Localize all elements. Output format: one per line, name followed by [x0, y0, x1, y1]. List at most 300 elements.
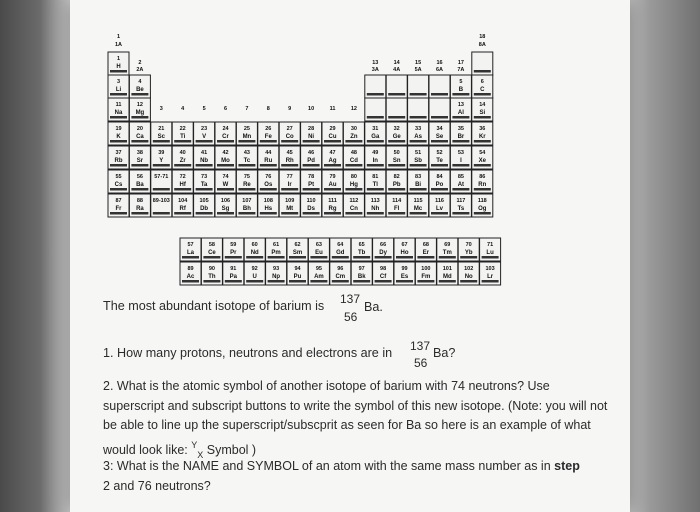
atomic-mass-mark	[131, 116, 148, 119]
question-1-text: 1. How many protons, neutrons and electrons are in	[103, 346, 393, 360]
atomic-number: 91	[230, 266, 237, 272]
atomic-number: 27	[286, 126, 293, 132]
atomic-mass-mark	[474, 116, 491, 119]
element-symbol: Ag	[328, 158, 337, 164]
element-symbol: Mo	[221, 158, 230, 164]
atomic-number: 116	[435, 198, 444, 204]
atomic-mass-mark	[353, 256, 370, 259]
atomic-mass-mark	[268, 256, 285, 259]
element-symbol: La	[186, 250, 195, 256]
atomic-number: 112	[349, 198, 359, 204]
atomic-mass-mark	[110, 70, 127, 73]
atomic-number: 26	[265, 126, 272, 132]
atomic-number: 38	[136, 150, 143, 156]
atomic-mass-mark	[367, 212, 384, 215]
atomic-mass-mark	[281, 188, 298, 191]
atomic-number: 113	[370, 198, 380, 204]
element-symbol: Zr	[179, 158, 186, 164]
element-symbol: Rn	[478, 182, 487, 188]
group-number: 1	[116, 34, 121, 40]
group-label: 6A	[435, 67, 444, 73]
atomic-number: 22	[179, 126, 186, 132]
atomic-number: 45	[286, 150, 293, 156]
element-symbol: Br	[457, 134, 465, 140]
atomic-number: 34	[436, 126, 443, 132]
element-symbol: Se	[435, 134, 444, 140]
atomic-number: 82	[393, 174, 400, 180]
atomic-number: 101	[442, 266, 452, 272]
element-symbol: No	[464, 274, 473, 280]
intro-mass-number: 137	[340, 292, 361, 306]
atomic-number: 13	[457, 102, 464, 108]
group-label: 1A	[114, 42, 123, 48]
atomic-number: 89-103	[152, 198, 170, 204]
atomic-number: 21	[158, 126, 165, 132]
atomic-number: 81	[372, 174, 379, 180]
element-symbol: V	[202, 134, 207, 140]
atomic-number: 77	[286, 174, 293, 180]
element-symbol: Ca	[136, 134, 144, 140]
element-symbol: Cm	[335, 274, 346, 280]
atomic-number: 68	[422, 242, 429, 248]
atomic-number: 94	[294, 266, 301, 272]
atomic-mass-mark	[410, 116, 427, 119]
atomic-number: 39	[158, 150, 165, 156]
atomic-mass-mark	[324, 212, 341, 215]
element-symbol: H	[116, 64, 121, 70]
atomic-mass-mark	[452, 93, 469, 96]
atomic-mass-mark	[246, 256, 263, 259]
group-number: 2	[138, 60, 142, 66]
element-symbol: Sc	[157, 134, 165, 140]
element-symbol: Sr	[136, 158, 144, 164]
atomic-mass-mark	[367, 93, 384, 96]
element-symbol: Ac	[186, 274, 195, 280]
atomic-mass-mark	[174, 140, 191, 143]
atomic-number: 54	[479, 150, 486, 156]
group-number: 17	[457, 60, 464, 66]
atomic-number: 20	[136, 126, 143, 132]
element-symbol: Fl	[394, 206, 400, 212]
element-symbol: Y	[159, 158, 164, 164]
atomic-mass-mark	[388, 140, 405, 143]
group-label: 2A	[136, 67, 144, 73]
atomic-number: 88	[136, 198, 143, 204]
element-symbol: Ge	[392, 134, 401, 140]
atomic-number: 1	[116, 56, 121, 62]
element-symbol: Kr	[478, 134, 486, 140]
atomic-mass-mark	[238, 140, 255, 143]
atomic-number: 44	[265, 150, 272, 156]
group-number: 4	[181, 106, 185, 112]
atomic-number: 42	[222, 150, 229, 156]
atomic-number: 107	[242, 198, 252, 204]
atomic-mass-mark	[281, 212, 298, 215]
atomic-number: 58	[208, 242, 215, 248]
atomic-mass-mark	[303, 212, 320, 215]
atomic-number: 19	[115, 126, 122, 132]
atomic-number: 106	[220, 198, 231, 204]
atomic-mass-mark	[452, 188, 469, 191]
element-symbol: Ce	[208, 250, 216, 256]
element-symbol: Xe	[478, 158, 486, 164]
element-symbol: Zn	[350, 134, 358, 140]
atomic-mass-mark	[431, 164, 448, 167]
element-symbol: Pb	[392, 182, 401, 188]
atomic-number: 25	[243, 126, 250, 132]
atomic-mass-mark	[238, 188, 255, 191]
element-symbol: Na	[114, 110, 123, 116]
element-symbol: Ba	[136, 182, 144, 188]
intro-symbol: Ba.	[364, 300, 383, 314]
atomic-mass-mark	[388, 93, 405, 96]
group-number: 14	[393, 60, 400, 66]
atomic-mass-mark	[110, 164, 127, 167]
atomic-mass-mark	[474, 164, 491, 167]
atomic-mass-mark	[281, 164, 298, 167]
atomic-mass-mark	[196, 188, 213, 191]
element-symbol: Am	[314, 274, 324, 280]
atomic-mass-mark	[452, 140, 469, 143]
atomic-number: 89	[187, 266, 194, 272]
element-symbol: Ts	[457, 206, 465, 212]
group-number: 7	[245, 106, 249, 112]
atomic-number: 114	[392, 198, 402, 204]
atomic-number: 14	[479, 102, 486, 108]
atomic-number: 57-71	[154, 174, 169, 180]
element-symbol: Mt	[286, 206, 294, 212]
atomic-mass-mark	[153, 164, 170, 167]
element-symbol: As	[414, 134, 422, 140]
atomic-number: 69	[444, 242, 451, 248]
atomic-number: 83	[415, 174, 422, 180]
element-symbol: Nb	[200, 158, 209, 164]
atomic-mass-mark	[182, 280, 199, 283]
element-symbol: Cd	[349, 158, 358, 164]
atomic-number: 47	[329, 150, 336, 156]
element-symbol: Ni	[308, 134, 315, 140]
atomic-mass-mark	[439, 256, 456, 259]
atomic-mass-mark	[174, 164, 191, 167]
atomic-mass-mark	[324, 164, 341, 167]
atomic-number: 74	[222, 174, 229, 180]
atomic-mass-mark	[238, 164, 255, 167]
atomic-mass-mark	[367, 116, 384, 119]
atomic-mass-mark	[225, 256, 242, 259]
atomic-mass-mark	[375, 256, 392, 259]
atomic-number: 93	[273, 266, 280, 272]
atomic-number: 99	[401, 266, 408, 272]
element-symbol: Ta	[200, 182, 208, 188]
element-symbol: Fr	[115, 206, 122, 212]
atomic-mass-mark	[203, 280, 220, 283]
element-symbol: Mg	[135, 110, 145, 116]
atomic-number: 55	[115, 174, 122, 180]
atomic-mass-mark	[482, 280, 499, 283]
element-symbol: B	[458, 87, 464, 93]
atomic-number: 36	[479, 126, 486, 132]
atomic-mass-mark	[431, 188, 448, 191]
atomic-number: 117	[456, 198, 466, 204]
atomic-mass-mark	[131, 140, 148, 143]
element-symbol: Hg	[349, 182, 358, 188]
element-symbol: Tb	[358, 250, 366, 256]
atomic-mass-mark	[303, 140, 320, 143]
element-symbol: Lu	[486, 250, 494, 256]
element-symbol: Cs	[114, 182, 123, 188]
element-symbol: Nd	[250, 250, 259, 256]
atomic-mass-mark	[310, 280, 327, 283]
atomic-number: 75	[243, 174, 250, 180]
atomic-mass-mark	[110, 140, 127, 143]
group-number: 8	[266, 106, 270, 112]
element-symbol: C	[480, 87, 485, 93]
atomic-mass-mark	[410, 188, 427, 191]
atomic-mass-mark	[388, 164, 405, 167]
atomic-number: 80	[350, 174, 357, 180]
atomic-mass-mark	[131, 188, 148, 191]
element-symbol: Be	[136, 87, 144, 93]
element-symbol: Pu	[293, 274, 302, 280]
atomic-number: 103	[485, 266, 495, 272]
atomic-mass-mark	[174, 212, 191, 215]
atomic-mass-mark	[174, 188, 191, 191]
element-symbol: Lr	[487, 274, 494, 280]
element-symbol: Tm	[442, 250, 452, 256]
atomic-mass-mark	[417, 256, 434, 259]
atomic-mass-mark	[225, 280, 242, 283]
element-symbol: Tl	[372, 182, 378, 188]
element-symbol: Db	[200, 206, 209, 212]
atomic-number: 98	[380, 266, 387, 272]
atomic-number: 32	[393, 126, 400, 132]
element-symbol: Mn	[242, 134, 252, 140]
element-symbol: Th	[208, 274, 216, 280]
atomic-number: 49	[372, 150, 379, 156]
atomic-mass-mark	[260, 164, 277, 167]
atomic-number: 111	[328, 198, 337, 204]
atomic-mass-mark	[396, 280, 413, 283]
atomic-mass-mark	[332, 256, 349, 259]
element-symbol: Os	[264, 182, 273, 188]
atomic-mass-mark	[153, 212, 170, 215]
atomic-number: 79	[329, 174, 336, 180]
atomic-number: 102	[464, 266, 474, 272]
group-number: 13	[372, 60, 379, 66]
atomic-number: 3	[116, 79, 121, 85]
element-symbol: Au	[328, 182, 337, 188]
atomic-mass-mark	[332, 280, 349, 283]
atomic-mass-mark	[131, 93, 148, 96]
element-symbol: Sg	[221, 206, 230, 212]
element-symbol: Hf	[179, 182, 186, 188]
atomic-number: 33	[415, 126, 422, 132]
element-symbol: Er	[422, 250, 430, 256]
element-symbol: U	[252, 274, 257, 280]
element-symbol: Lv	[435, 206, 444, 212]
atomic-mass-mark	[238, 212, 255, 215]
element-symbol: Hs	[264, 206, 273, 212]
element-symbol: Tc	[243, 158, 251, 164]
atomic-mass-mark	[474, 140, 491, 143]
atomic-mass-mark	[217, 188, 234, 191]
atomic-mass-mark	[410, 93, 427, 96]
group-number: 15	[415, 60, 422, 66]
element-symbol: Ho	[400, 250, 409, 256]
atomic-number: 57	[187, 242, 194, 248]
atomic-number: 118	[477, 198, 487, 204]
element-symbol: Pm	[271, 250, 281, 256]
group-number: 6	[223, 106, 228, 112]
atomic-mass-mark	[367, 164, 384, 167]
atomic-number: 61	[273, 242, 280, 248]
atomic-number: 64	[337, 242, 344, 248]
atomic-mass-mark	[131, 212, 148, 215]
element-symbol: Ir	[287, 182, 292, 188]
atomic-mass-mark	[375, 280, 392, 283]
atomic-number: 72	[179, 174, 186, 180]
group-label: 3A	[371, 67, 379, 73]
atomic-number: 63	[315, 242, 322, 248]
atomic-number: 66	[380, 242, 387, 248]
element-symbol: W	[222, 182, 229, 188]
element-symbol: Sb	[414, 158, 422, 164]
atomic-number: 90	[208, 266, 215, 272]
atomic-number: 51	[415, 150, 422, 156]
atomic-mass-mark	[324, 188, 341, 191]
intro-text: The most abundant isotope of barium is	[103, 299, 325, 313]
atomic-number: 85	[457, 174, 464, 180]
atomic-number: 50	[393, 150, 400, 156]
atomic-number: 86	[479, 174, 486, 180]
group-number: 11	[329, 106, 336, 112]
element-symbol: Mc	[413, 206, 423, 212]
atomic-number: 35	[457, 126, 464, 132]
element-symbol: Md	[442, 274, 452, 280]
atomic-number: 71	[487, 242, 494, 248]
group-number: 5	[202, 106, 206, 112]
element-symbol: Ru	[264, 158, 273, 164]
atomic-number: 76	[265, 174, 272, 180]
element-symbol: Re	[243, 182, 251, 188]
atomic-mass-mark	[260, 140, 277, 143]
atomic-mass-mark	[388, 116, 405, 119]
element-symbol: Si	[479, 110, 486, 116]
element-symbol: Pd	[307, 158, 315, 164]
atomic-mass-mark	[281, 140, 298, 143]
q1-mass-number: 137	[410, 339, 431, 353]
atomic-number: 12	[136, 102, 143, 108]
atomic-number: 110	[306, 198, 316, 204]
atomic-mass-mark	[417, 280, 434, 283]
atomic-mass-mark	[217, 212, 234, 215]
element-symbol: Fe	[264, 134, 272, 140]
element-symbol: K	[116, 134, 121, 140]
atomic-number: 84	[436, 174, 443, 180]
element-symbol: Ra	[136, 206, 144, 212]
atomic-number: 67	[401, 242, 408, 248]
element-symbol: Pr	[230, 250, 237, 256]
element-symbol: Gd	[336, 250, 345, 256]
atomic-number: 70	[465, 242, 472, 248]
atomic-mass-mark	[410, 164, 427, 167]
atomic-mass-mark	[431, 116, 448, 119]
atomic-mass-mark	[474, 93, 491, 96]
atomic-number: 92	[251, 266, 258, 272]
atomic-mass-mark	[110, 93, 127, 96]
atomic-mass-mark	[345, 140, 362, 143]
element-symbol: Cr	[222, 134, 229, 140]
atomic-number: 115	[413, 198, 423, 204]
atomic-number: 30	[350, 126, 357, 132]
atomic-mass-mark	[345, 164, 362, 167]
element-symbol: Np	[272, 274, 281, 280]
atomic-mass-mark	[452, 164, 469, 167]
atomic-mass-mark	[268, 280, 285, 283]
element-symbol: Cn	[349, 206, 358, 212]
atomic-mass-mark	[439, 280, 456, 283]
element-symbol: Ti	[180, 134, 186, 140]
atomic-number: 96	[337, 266, 344, 272]
atomic-mass-mark	[289, 256, 306, 259]
atomic-mass-mark	[388, 212, 405, 215]
element-symbol: Te	[436, 158, 443, 164]
atomic-number: 48	[350, 150, 357, 156]
atomic-mass-mark	[431, 140, 448, 143]
atomic-number: 5	[459, 79, 463, 85]
element-symbol: Pt	[308, 182, 315, 188]
atomic-number: 29	[329, 126, 336, 132]
element-symbol: At	[457, 182, 465, 188]
group-label: 5A	[414, 67, 422, 73]
element-symbol: Sn	[392, 158, 401, 164]
atomic-mass-mark	[324, 140, 341, 143]
atomic-mass-mark	[303, 164, 320, 167]
atomic-mass-mark	[452, 212, 469, 215]
atomic-number: 73	[201, 174, 208, 180]
atomic-mass-mark	[431, 93, 448, 96]
atomic-number: 100	[421, 266, 431, 272]
group-label: 7A	[457, 67, 465, 73]
atomic-number: 52	[436, 150, 443, 156]
atomic-number: 59	[230, 242, 237, 248]
element-symbol: Pa	[229, 274, 237, 280]
element-symbol: Li	[115, 87, 122, 93]
atomic-number: 24	[222, 126, 229, 132]
atomic-number: 95	[315, 266, 322, 272]
atomic-mass-mark	[367, 140, 384, 143]
atomic-number: 4	[138, 79, 142, 85]
atomic-mass-mark	[196, 140, 213, 143]
atomic-number: 53	[457, 150, 464, 156]
intro-atomic-number: 56	[344, 310, 358, 324]
element-symbol: Es	[400, 274, 409, 280]
element-symbol: Nh	[371, 206, 380, 212]
element-symbol: Rg	[328, 206, 337, 212]
atomic-number: 104	[178, 198, 188, 204]
atomic-mass-mark	[310, 256, 327, 259]
group-number: 3	[159, 106, 163, 112]
atomic-mass-mark	[367, 188, 384, 191]
element-symbol: Yb	[464, 250, 473, 256]
atomic-mass-mark	[217, 140, 234, 143]
atomic-number: 11	[115, 102, 122, 108]
atomic-mass-mark	[196, 212, 213, 215]
atomic-number: 37	[115, 150, 122, 156]
atomic-mass-mark	[474, 70, 491, 73]
atomic-number: 97	[358, 266, 365, 272]
group-number: 9	[288, 106, 292, 112]
